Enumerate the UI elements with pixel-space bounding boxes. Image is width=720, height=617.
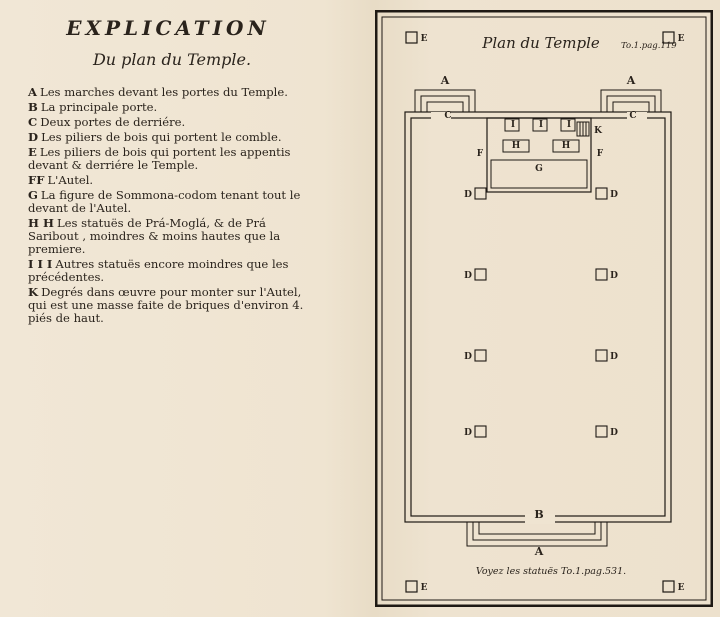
legend-entry	[28, 146, 313, 172]
rear-steps-right	[601, 90, 661, 112]
legend-entry	[28, 116, 313, 129]
legend-text: La figure de Sommona-codom tenant tout le devant de l'Autel.	[28, 188, 301, 215]
explication-page	[18, 10, 308, 610]
legend-text: Les piliers de bois qui portent le comble.	[41, 130, 282, 144]
legend-key: G	[28, 188, 38, 202]
legend-text: Les piliers de bois qui portent les appentis devant & derriére le Temple.	[28, 145, 291, 172]
plan-note: Voyez les statuës To.1.pag.531.	[475, 566, 627, 577]
label-c-left: C	[444, 111, 452, 121]
legend-key: I I I	[28, 257, 53, 271]
legend-entry	[28, 131, 313, 144]
label-i-1: I	[510, 120, 516, 130]
legend-list	[28, 86, 313, 327]
pillar-d	[596, 188, 607, 199]
label-g: G	[535, 164, 543, 174]
explication-title: EXPLICATION	[66, 16, 270, 40]
label-h-left: H	[511, 141, 521, 151]
legend-text: Degrés dans œuvre pour monter sur l'Autel, qui est une masse faite de briques d'environ 4. piés de haut.	[28, 285, 304, 325]
legend-text: Les statuës de Prá-Moglá, & de Prá Saribout , moindres & moins hautes que la premiere.	[28, 216, 281, 256]
steps-k	[577, 122, 589, 136]
label-a-rear-left: A	[440, 74, 450, 87]
label-d: D	[610, 190, 618, 200]
legend-text: L'Autel.	[47, 173, 94, 187]
pillar-d	[475, 426, 486, 437]
label-d: D	[610, 352, 618, 362]
legend-entry	[28, 258, 313, 284]
rear-steps-left	[415, 90, 475, 112]
legend-key: E	[28, 145, 37, 159]
pillar-d	[475, 269, 486, 280]
label-f-right: F	[596, 149, 604, 159]
label-f-left: F	[476, 149, 484, 159]
label-d: D	[464, 352, 472, 362]
label-d: D	[610, 271, 618, 281]
pillar-d	[596, 426, 607, 437]
label-b: B	[534, 508, 544, 521]
label-i-3: I	[566, 120, 572, 130]
legend-entry	[28, 101, 313, 114]
label-e: E	[677, 34, 685, 44]
pillar-d	[475, 188, 486, 199]
label-i-2: I	[538, 120, 544, 130]
legend-key: B	[28, 100, 38, 114]
label-c-right: C	[629, 111, 637, 121]
legend-key: H H	[28, 216, 54, 230]
front-steps	[467, 522, 607, 546]
plan-title: Plan du Temple	[482, 34, 600, 52]
pillar-e-bottom-right	[663, 581, 674, 592]
label-d: D	[464, 428, 472, 438]
legend-key: A	[28, 85, 37, 99]
pillar-d	[475, 350, 486, 361]
label-d: D	[464, 271, 472, 281]
pillar-d	[596, 350, 607, 361]
label-k: K	[594, 126, 602, 136]
label-e: E	[420, 583, 428, 593]
plan-reference: To.1.pag.119	[621, 41, 677, 51]
legend-entry	[28, 189, 313, 215]
legend-entry	[28, 286, 313, 325]
label-e: E	[420, 34, 428, 44]
legend-text: La principale porte.	[40, 100, 158, 114]
legend-key: K	[28, 285, 39, 299]
label-h-right: H	[561, 141, 571, 151]
legend-key: FF	[28, 173, 45, 187]
pillar-e-bottom-left	[406, 581, 417, 592]
legend-entry	[28, 217, 313, 256]
temple-plan-plate	[375, 10, 713, 607]
pillar-e-top-left	[406, 32, 417, 43]
legend-entry	[28, 86, 313, 99]
explication-subtitle: Du plan du Temple.	[92, 50, 252, 69]
pillar-d	[596, 269, 607, 280]
legend-text: Autres statuës encore moindres que les précédentes.	[28, 257, 289, 284]
legend-entry	[28, 174, 313, 187]
temple-inner-wall	[411, 118, 665, 516]
legend-key: D	[28, 130, 39, 144]
label-e: E	[677, 583, 685, 593]
label-a-rear-right: A	[626, 74, 636, 87]
label-d: D	[464, 190, 472, 200]
label-d: D	[610, 428, 618, 438]
label-a-front: A	[534, 545, 544, 558]
legend-text: Deux portes de derriére.	[40, 115, 186, 129]
legend-text: Les marches devant les portes du Temple.	[40, 85, 288, 99]
legend-key: C	[28, 115, 38, 129]
